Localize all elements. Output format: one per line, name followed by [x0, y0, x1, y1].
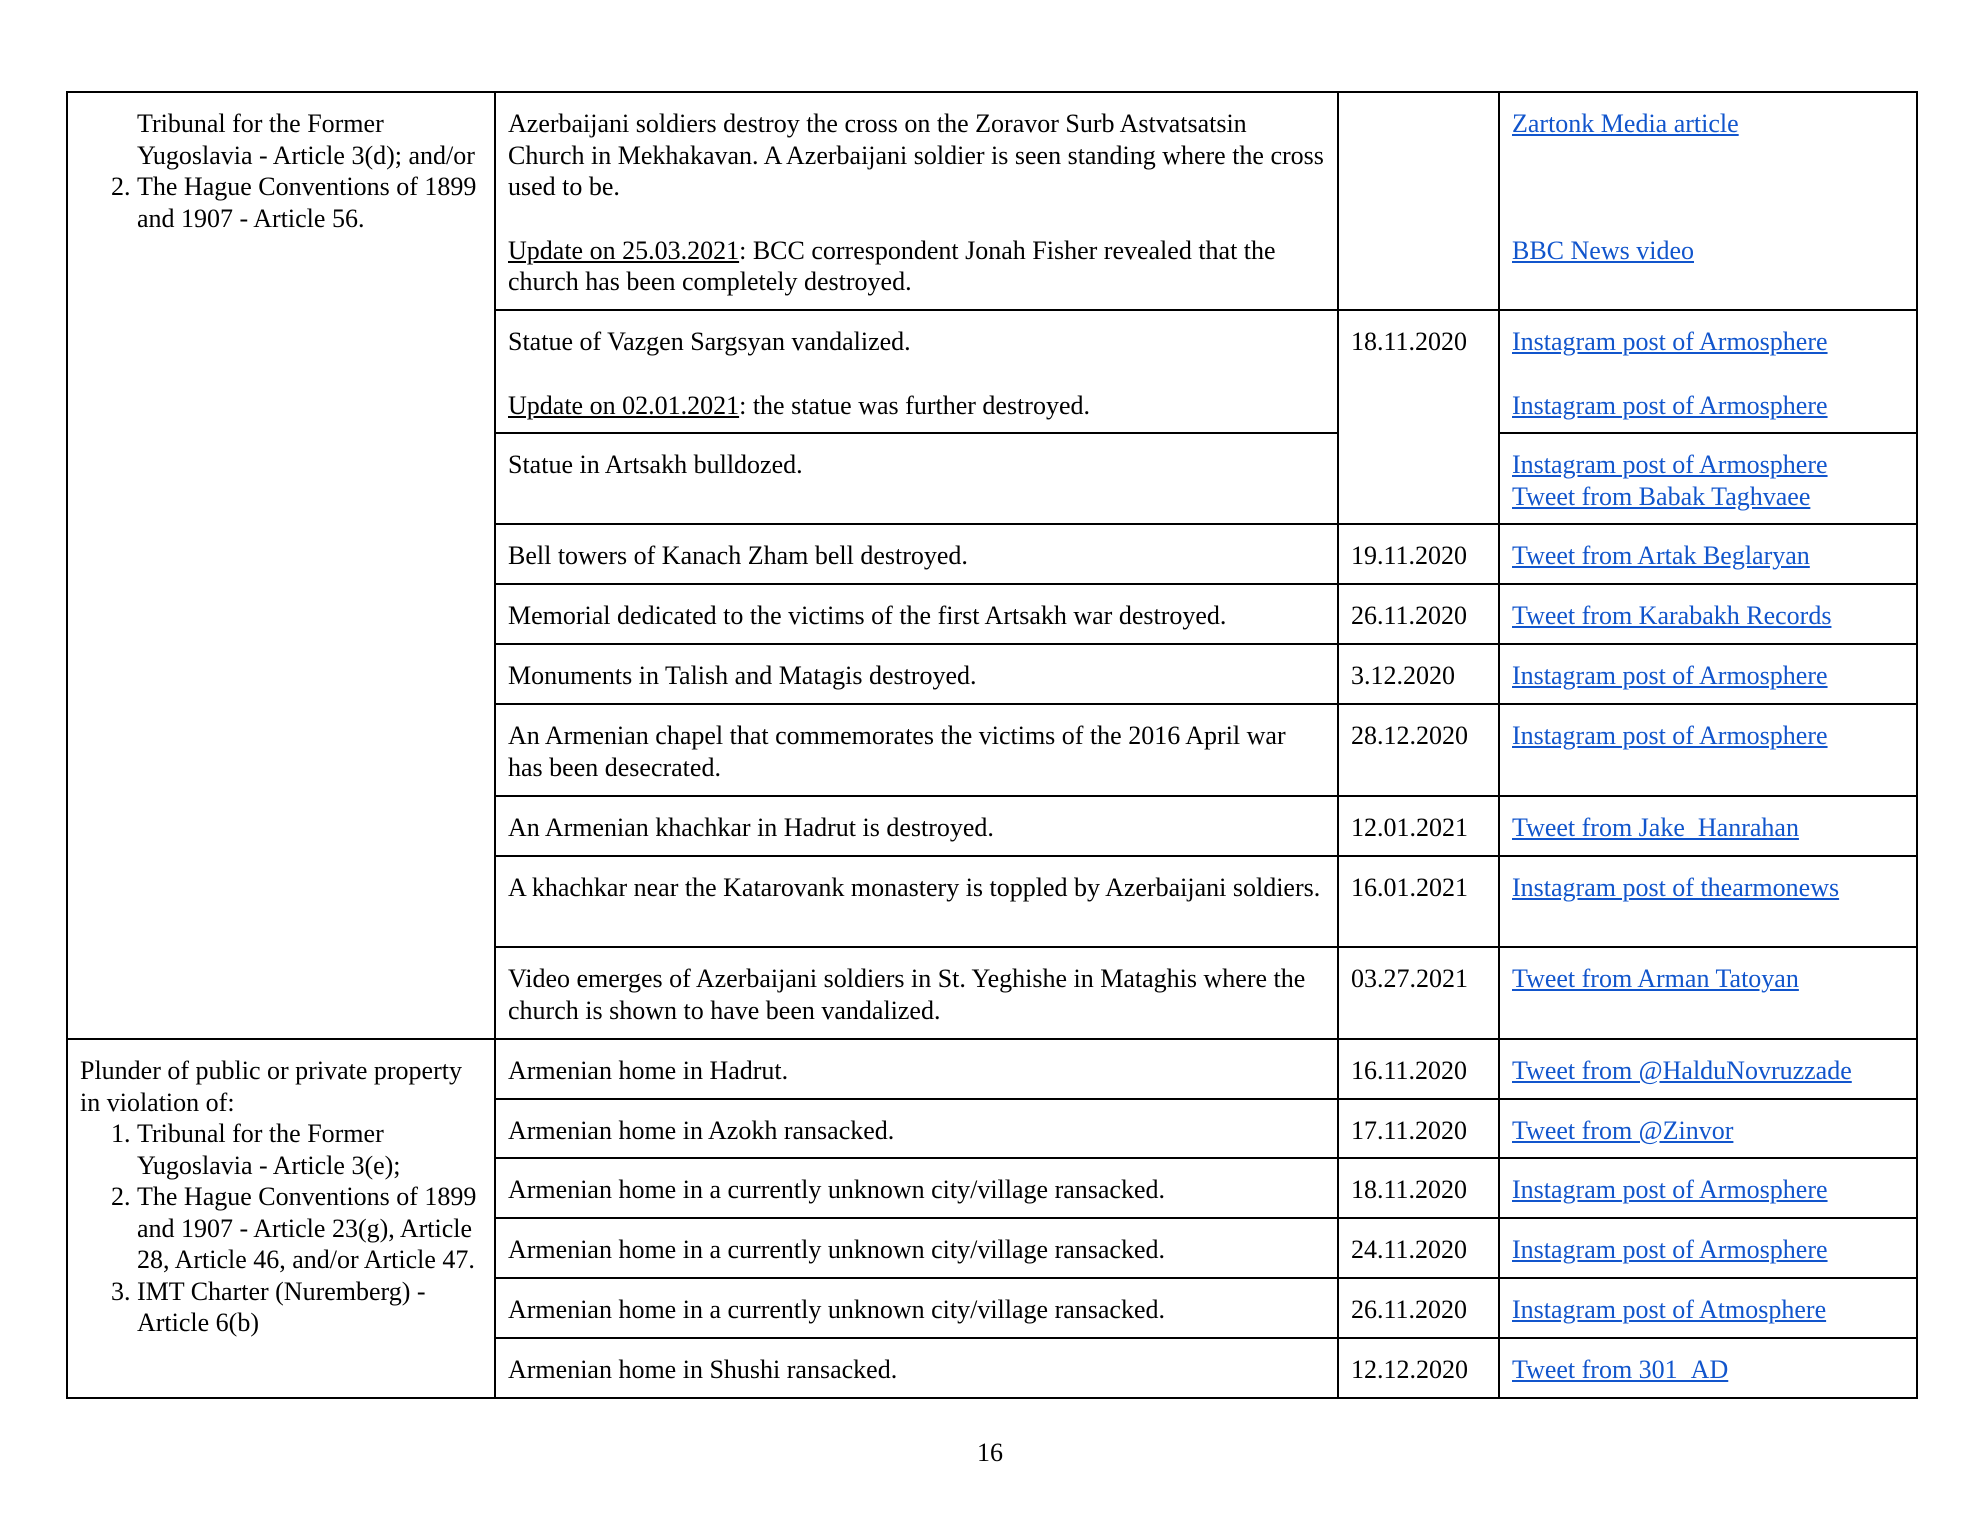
- source-cell: [1499, 92, 1917, 310]
- update-label: Update on 02.01.2021: [508, 390, 740, 420]
- list-item: Tribunal for the Former Yugoslavia - Article 3(d); and/or: [137, 109, 475, 170]
- source-link[interactable]: Instagram post of Armosphere: [1512, 1234, 1828, 1264]
- date-cell: 24.11.2020: [1338, 1218, 1499, 1278]
- date-cell: 17.11.2020: [1338, 1099, 1499, 1158]
- source-cell: [1499, 1099, 1917, 1158]
- date-cell: 18.11.2020: [1338, 310, 1499, 524]
- update-text: : BCC correspondent Jonah Fisher revealed that the church has been completely destroyed.: [508, 235, 1276, 296]
- source-link[interactable]: Instagram post of Armosphere: [1512, 450, 1828, 479]
- source-link[interactable]: Tweet from Jake_Hanrahan: [1512, 813, 1799, 842]
- source-link[interactable]: Tweet from Babak Taghvaee: [1512, 481, 1811, 511]
- description-cell: Memorial dedicated to the victims of the first Artsakh war destroyed.: [495, 584, 1338, 644]
- legal-basis-cell: [67, 1039, 495, 1398]
- source-cell: [1499, 644, 1917, 704]
- source-link[interactable]: Instagram post of Armosphere: [1512, 327, 1828, 356]
- table-row: [67, 92, 1917, 310]
- source-cell: [1499, 433, 1917, 524]
- description-text: Azerbaijani soldiers destroy the cross on the Zoravor Surb Astvatsatsin Church in Mekhakavan. A Azerbaijani soldier is seen standing where the cross used to be.: [508, 109, 1324, 201]
- source-link[interactable]: Instagram post of thearmonews: [1512, 873, 1840, 902]
- source-link[interactable]: Tweet from @HalduNovruzzade: [1512, 1056, 1852, 1085]
- source-cell: [1499, 524, 1917, 584]
- source-link[interactable]: Zartonk Media article: [1512, 109, 1739, 138]
- description-cell: [495, 310, 1338, 433]
- date-cell: 16.01.2021: [1338, 856, 1499, 947]
- description-text: Statue of Vazgen Sargsyan vandalized.: [508, 327, 911, 356]
- source-cell: [1499, 856, 1917, 947]
- source-cell: [1499, 584, 1917, 644]
- date-cell: 19.11.2020: [1338, 524, 1499, 584]
- evidence-table: [66, 91, 1918, 1399]
- source-link[interactable]: Instagram post of Armosphere: [1512, 721, 1828, 750]
- page-number: 16: [977, 1438, 1003, 1467]
- description-cell: Monuments in Talish and Matagis destroyed.: [495, 644, 1338, 704]
- legal-basis-cell: [67, 92, 495, 1039]
- source-cell: [1499, 1039, 1917, 1099]
- update-label: Update on 25.03.2021: [508, 235, 740, 265]
- description-cell: [495, 92, 1338, 310]
- date-cell: 18.11.2020: [1338, 1158, 1499, 1218]
- legal-basis-list: [80, 108, 482, 234]
- source-link[interactable]: Instagram post of Armosphere: [1512, 1174, 1828, 1204]
- source-cell: [1499, 310, 1917, 433]
- source-cell: [1499, 1338, 1917, 1398]
- date-cell: 3.12.2020: [1338, 644, 1499, 704]
- legal-basis-list: [80, 1118, 482, 1339]
- date-cell: [1338, 92, 1499, 310]
- legal-basis-heading: Plunder of public or private property in violation of:: [80, 1056, 462, 1117]
- description-cell: An Armenian khachkar in Hadrut is destroyed.: [495, 796, 1338, 856]
- source-link[interactable]: Instagram post of Armosphere: [1512, 390, 1828, 420]
- source-link[interactable]: Tweet from Artak Beglaryan: [1512, 541, 1810, 570]
- source-cell: [1499, 796, 1917, 856]
- description-cell: Bell towers of Kanach Zham bell destroyed.: [495, 524, 1338, 584]
- description-cell: Video emerges of Azerbaijani soldiers in St. Yeghishe in Mataghis where the church is shown to have been vandalized.: [495, 947, 1338, 1039]
- table-row: [67, 1039, 1917, 1099]
- date-cell: 26.11.2020: [1338, 584, 1499, 644]
- source-link[interactable]: BBC News video: [1512, 235, 1694, 265]
- source-link[interactable]: Tweet from Karabakh Records: [1512, 601, 1832, 630]
- description-cell: Armenian home in Hadrut.: [495, 1039, 1338, 1099]
- source-cell: [1499, 704, 1917, 796]
- date-cell: 12.12.2020: [1338, 1338, 1499, 1398]
- date-cell: 28.12.2020: [1338, 704, 1499, 796]
- source-link[interactable]: Instagram post of Armosphere: [1512, 661, 1828, 690]
- description-cell: Armenian home in Shushi ransacked.: [495, 1338, 1338, 1398]
- source-cell: [1499, 1278, 1917, 1338]
- source-cell: [1499, 947, 1917, 1039]
- date-cell: 12.01.2021: [1338, 796, 1499, 856]
- description-cell: Armenian home in a currently unknown city/village ransacked.: [495, 1158, 1338, 1218]
- source-link[interactable]: Instagram post of Atmosphere: [1512, 1294, 1827, 1324]
- date-cell: 16.11.2020: [1338, 1039, 1499, 1099]
- list-item: 2. The Hague Conventions of 1899 and 1907 - Article 23(g), Article 28, Article 46, and/or Article 47.: [137, 1181, 482, 1276]
- source-link[interactable]: Tweet from 301_AD: [1512, 1354, 1729, 1384]
- source-cell: [1499, 1218, 1917, 1278]
- date-cell: 03.27.2021: [1338, 947, 1499, 1039]
- date-cell: 26.11.2020: [1338, 1278, 1499, 1338]
- source-cell: [1499, 1158, 1917, 1218]
- update-text: : the statue was further destroyed.: [739, 390, 1090, 420]
- description-cell: A khachkar near the Katarovank monastery is toppled by Azerbaijani soldiers.: [495, 856, 1338, 947]
- list-item: 2. The Hague Conventions of 1899 and 1907 - Article 56.: [137, 171, 482, 234]
- source-link[interactable]: Tweet from Arman Tatoyan: [1512, 964, 1799, 993]
- list-item: 1. Tribunal for the Former Yugoslavia - Article 3(e);: [137, 1118, 482, 1181]
- description-cell: Armenian home in a currently unknown city/village ransacked.: [495, 1218, 1338, 1278]
- description-cell: An Armenian chapel that commemorates the victims of the 2016 April war has been desecrated.: [495, 704, 1338, 796]
- description-cell: Armenian home in a currently unknown city/village ransacked.: [495, 1278, 1338, 1338]
- description-cell: Armenian home in Azokh ransacked.: [495, 1099, 1338, 1158]
- description-cell: Statue in Artsakh bulldozed.: [495, 433, 1338, 524]
- source-link[interactable]: Tweet from @Zinvor: [1512, 1116, 1734, 1145]
- list-item: 3. IMT Charter (Nuremberg) - Article 6(b): [137, 1276, 482, 1339]
